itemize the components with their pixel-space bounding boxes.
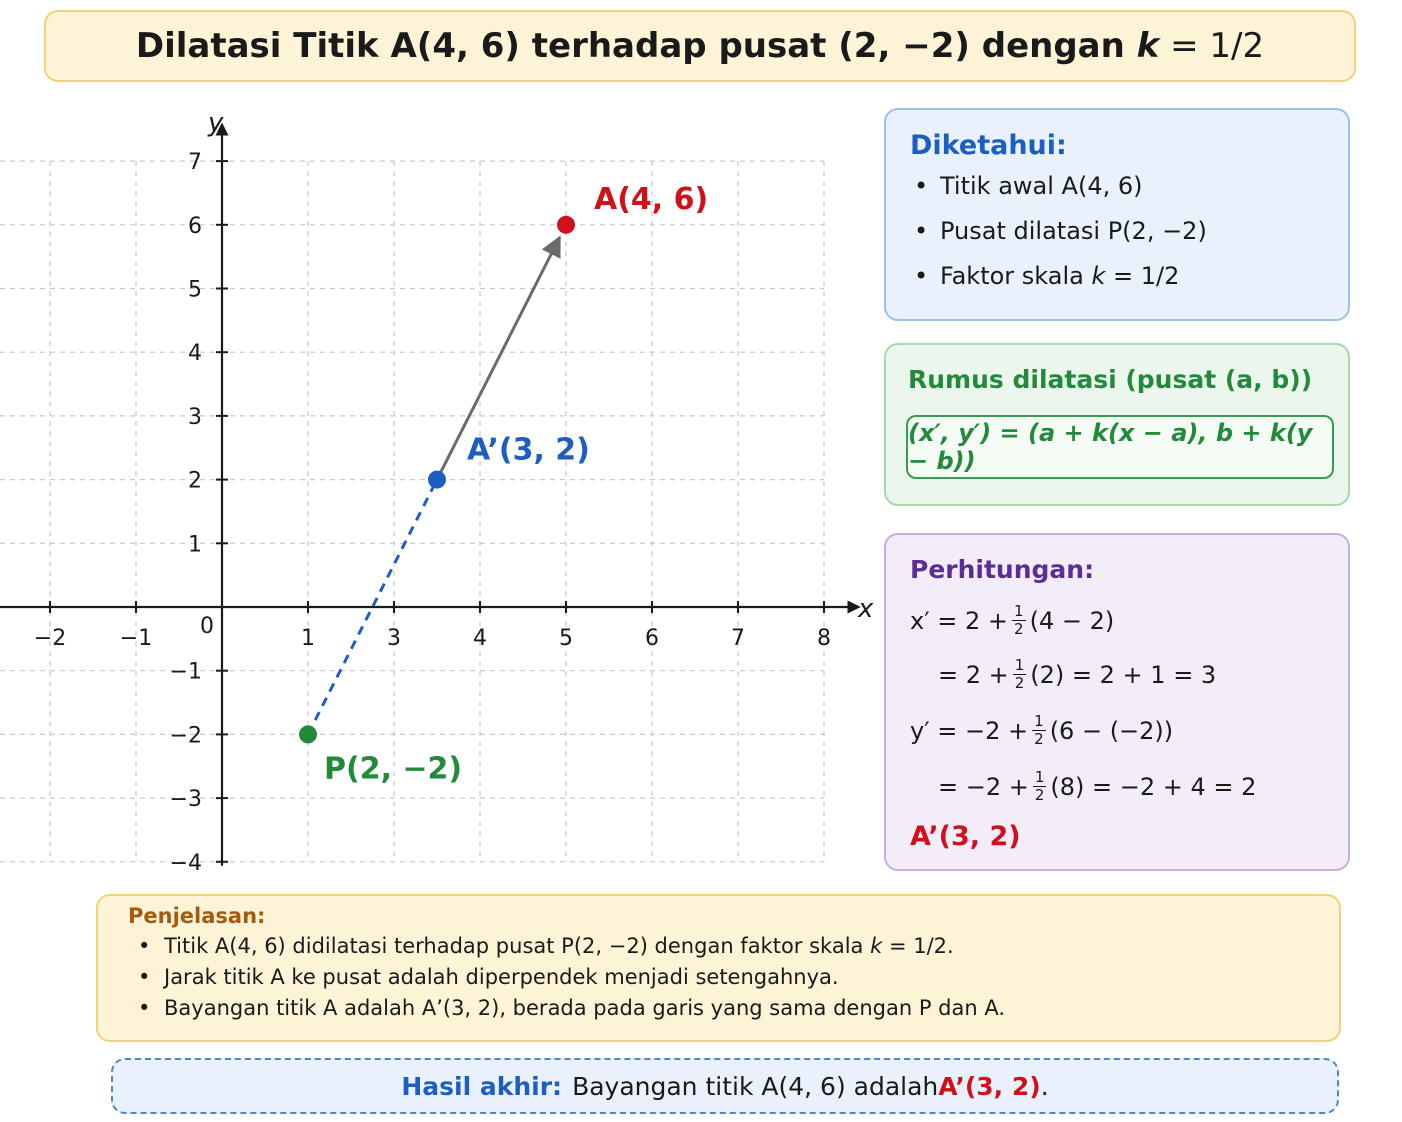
expl-text: Jarak titik A ke pusat adalah diperpendek menjadi setengahnya. (164, 965, 839, 989)
calc-text: (8) = −2 + 4 = 2 (1050, 772, 1257, 801)
x-tick-label: −2 (33, 626, 67, 651)
calc-line-3 (910, 713, 1173, 748)
calc-line-1 (910, 603, 1114, 638)
page-title (136, 26, 1264, 66)
formula-expression-box (906, 415, 1334, 479)
result-label: Hasil akhir: (401, 1071, 563, 1101)
calc-text: (6 − (−2)) (1049, 716, 1174, 745)
x-tick-label: 3 (387, 626, 401, 651)
calc-text: (4 − 2) (1029, 606, 1115, 635)
known-item-text: Titik awal A(4, 6) (940, 172, 1143, 200)
list-item (132, 934, 1005, 965)
calc-text: y′ = −2 + (910, 716, 1029, 745)
y-tick-label: −4 (169, 850, 202, 876)
explanation-header: Penjelasan: (128, 904, 266, 928)
list-item (908, 217, 1207, 262)
known-item-k: k (1091, 262, 1106, 290)
title-banner (44, 10, 1356, 82)
y-axis-label: y (208, 108, 224, 139)
frac-num: 1 (1014, 602, 1024, 620)
fraction (1012, 603, 1026, 638)
frac-den: 2 (1014, 674, 1025, 692)
known-list (908, 172, 1207, 307)
list-item (132, 965, 1005, 996)
x-tick-label: 6 (645, 626, 659, 651)
frac-num: 1 (1014, 656, 1025, 674)
calc-text: (2) = 2 + 1 = 3 (1030, 660, 1217, 689)
calc-header: Perhitungan: (910, 555, 1095, 584)
frac-den: 2 (1034, 730, 1044, 748)
frac-den: 2 (1014, 620, 1024, 638)
y-tick-label: 2 (188, 468, 202, 494)
result-value: A’(3, 2) (938, 1071, 1041, 1101)
title-k: k (1136, 26, 1160, 66)
result-text: Bayangan titik A(4, 6) adalah (572, 1071, 939, 1101)
calc-line-4 (938, 769, 1256, 804)
calc-text: = 2 + (938, 660, 1009, 689)
y-tick-label: 7 (188, 150, 202, 176)
list-item (132, 996, 1005, 1027)
frac-den: 2 (1034, 786, 1045, 804)
result-end: . (1040, 1071, 1049, 1101)
calc-text: x′ = 2 + (910, 606, 1009, 635)
formula-panel (884, 343, 1350, 506)
coordinate-plane (0, 95, 880, 885)
point-P (299, 725, 317, 743)
x-tick-label: 4 (473, 626, 487, 651)
known-header: Diketahui: (910, 130, 1067, 161)
x-tick-label: 1 (301, 626, 315, 651)
expl-k: k (870, 934, 883, 958)
known-item-text: Pusat dilatasi P(2, −2) (940, 217, 1207, 245)
formula-expression: (x′, y′) = (a + k(x − a), b + k(y − b)) (908, 419, 1313, 475)
points (299, 182, 708, 787)
x-axis-label: x (858, 594, 874, 624)
point-label-A: A(4, 6) (594, 181, 709, 217)
origin-label: 0 (200, 614, 214, 639)
y-tick-label: 3 (188, 404, 202, 430)
x-tick-label: 8 (817, 626, 831, 651)
y-tick-label: −2 (169, 723, 202, 749)
fraction (1033, 769, 1047, 804)
point-A (557, 216, 575, 234)
y-tick-label: −3 (169, 787, 202, 813)
title-post: = 1/2 (1159, 26, 1265, 66)
frac-num: 1 (1034, 712, 1044, 730)
fraction (1013, 657, 1027, 692)
point-A-prime (428, 471, 446, 489)
explanation-list (132, 934, 1005, 1027)
calc-text: = −2 + (938, 772, 1029, 801)
expl-text: = 1/2. (882, 934, 954, 958)
known-item-text: = 1/2 (1105, 262, 1180, 290)
calc-line-2 (938, 657, 1216, 692)
y-tick-label: 5 (188, 277, 202, 303)
point-label-A-prime: A’(3, 2) (467, 432, 590, 468)
final-result-banner (111, 1058, 1339, 1114)
explanation-panel (96, 894, 1341, 1042)
fraction (1032, 713, 1046, 748)
known-panel (884, 108, 1350, 321)
frac-num: 1 (1034, 768, 1045, 786)
list-item (908, 262, 1207, 307)
expl-text: Titik A(4, 6) didilatasi terhadap pusat P(2, −2) dengan faktor skala (164, 934, 871, 958)
x-tick-label: −1 (119, 626, 153, 651)
known-item-text: Faktor skala (940, 262, 1092, 290)
calculation-panel (884, 533, 1350, 871)
point-label-P: P(2, −2) (324, 751, 463, 787)
y-tick-label: 6 (188, 213, 202, 239)
expl-text: Bayangan titik A adalah A’(3, 2), berada pada garis yang sama dengan P dan A. (164, 996, 1006, 1020)
y-tick-label: 4 (188, 341, 202, 367)
y-tick-label: 1 (188, 532, 202, 558)
x-tick-label: 5 (559, 626, 573, 651)
x-tick-label: 7 (731, 626, 745, 651)
formula-header: Rumus dilatasi (pusat (a, b)) (908, 365, 1313, 394)
y-tick-label: −1 (169, 659, 202, 685)
title-pre: Dilatasi Titik A(4, 6) terhadap pusat (2, −2) dengan (135, 26, 1137, 66)
calc-result: A’(3, 2) (910, 821, 1021, 852)
list-item (908, 172, 1207, 217)
